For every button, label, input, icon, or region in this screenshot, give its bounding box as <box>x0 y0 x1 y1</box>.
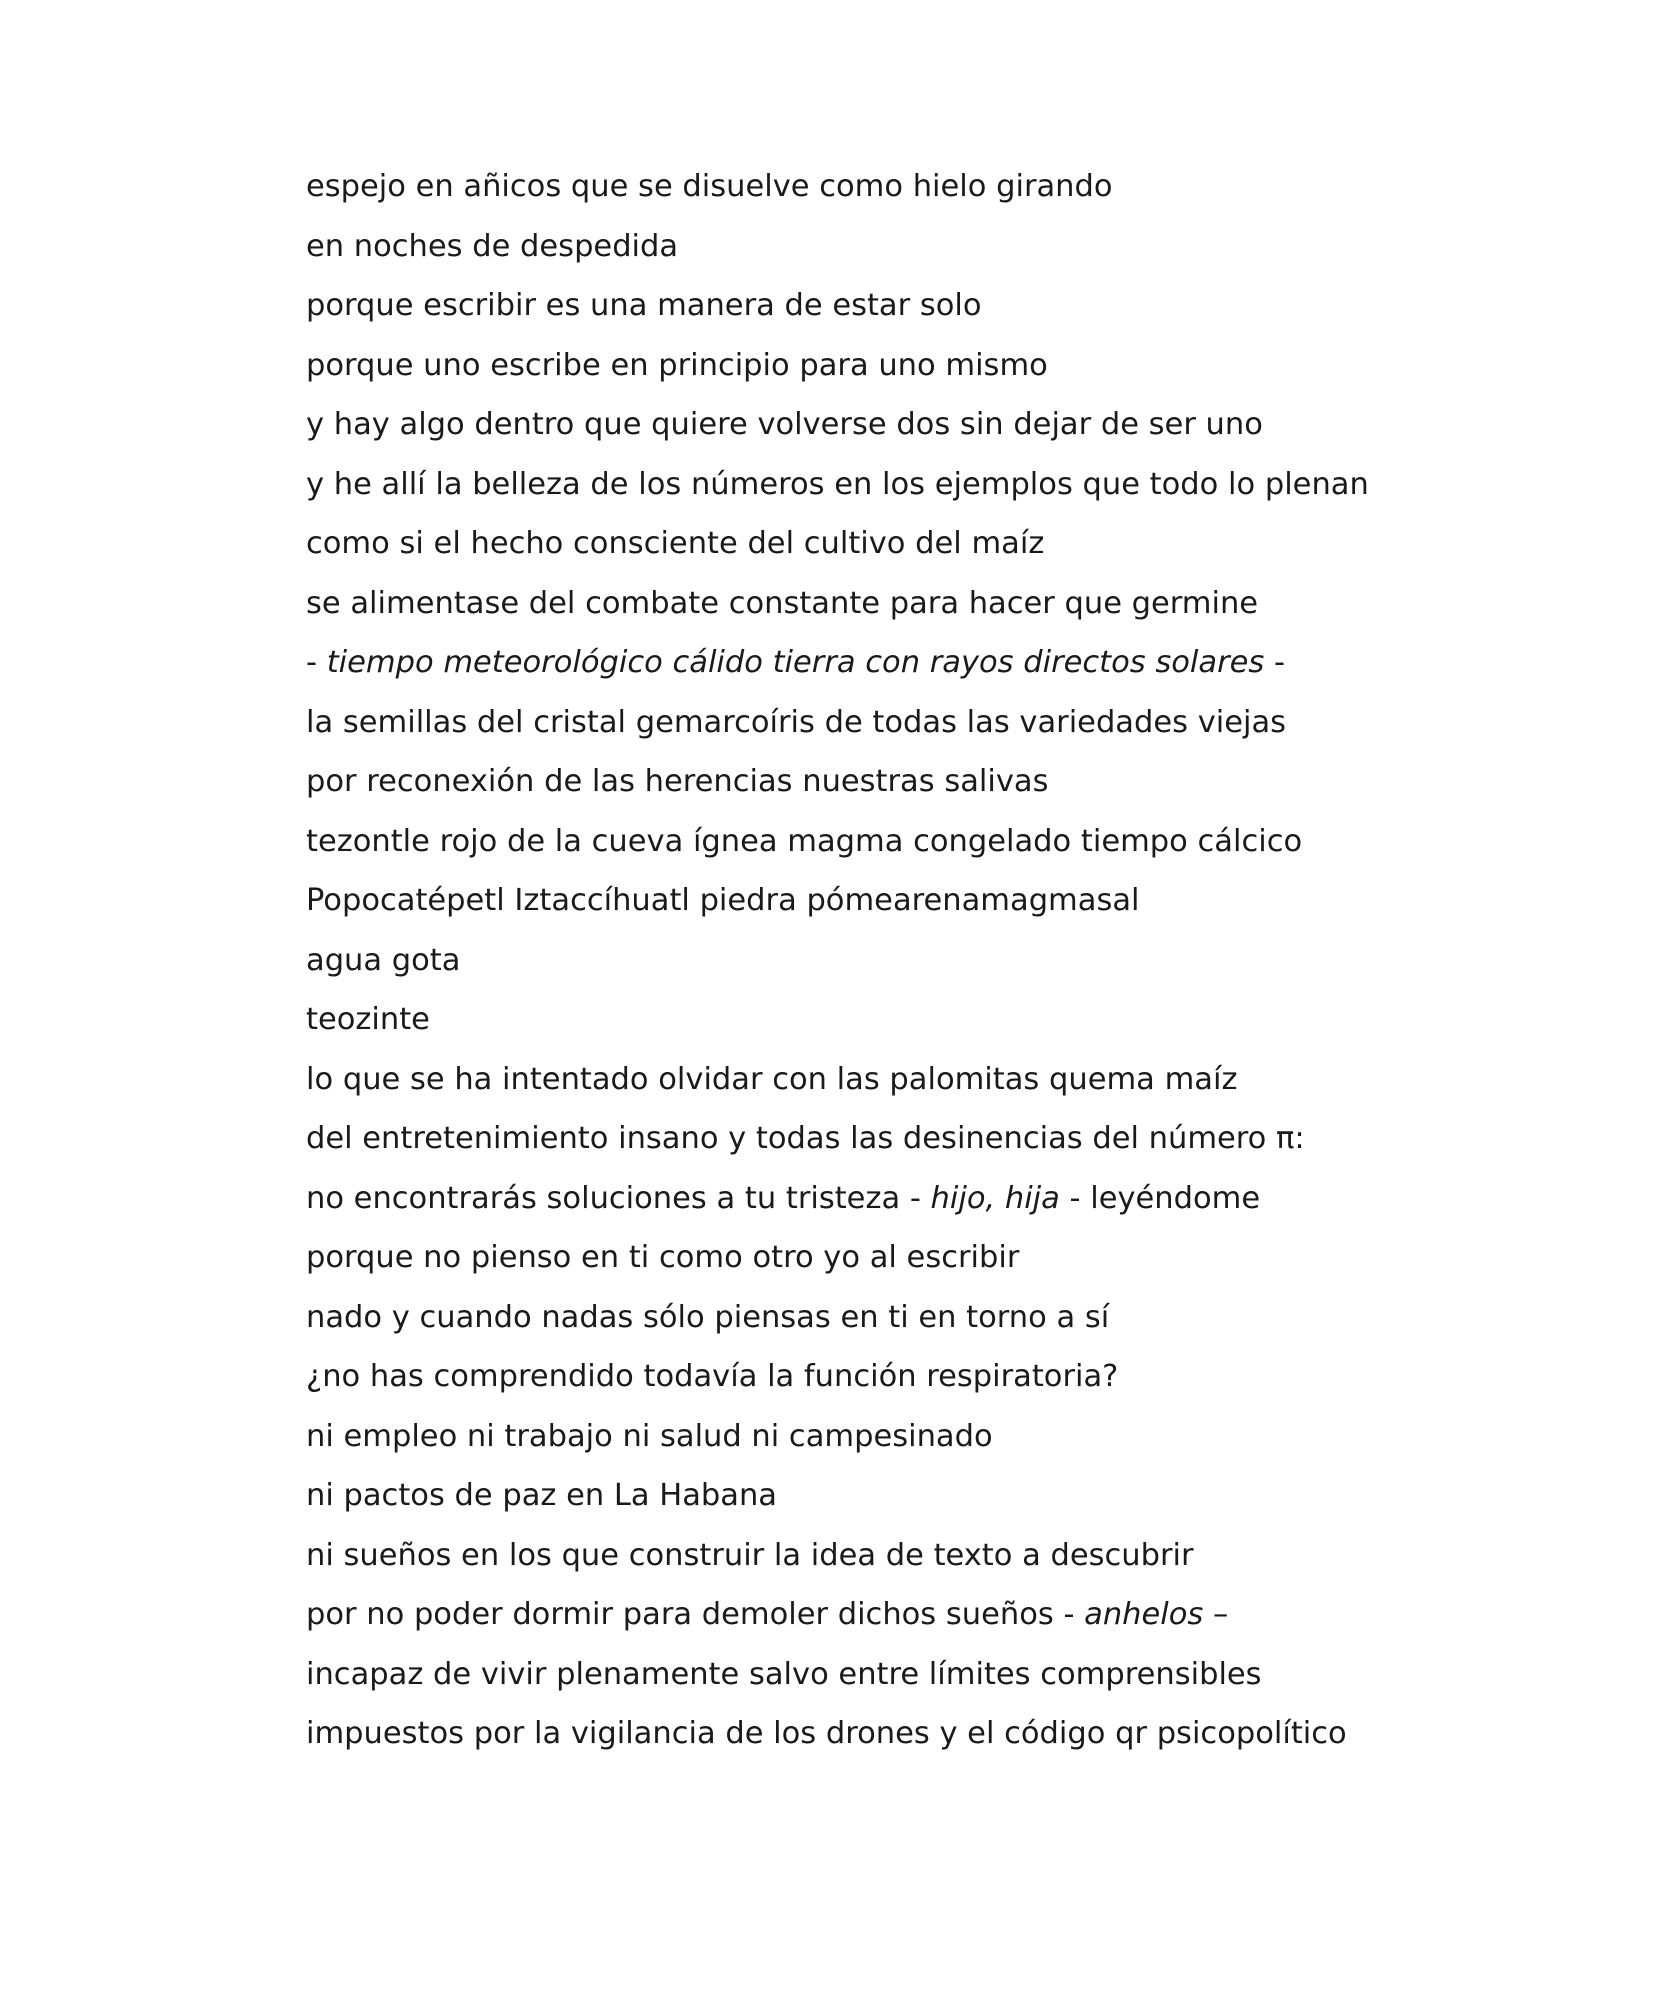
poem-line <box>306 157 1506 217</box>
poem-line <box>306 1109 1506 1169</box>
poem-line <box>306 1347 1506 1407</box>
poem-line <box>306 1466 1506 1526</box>
poem-line-text: - <box>1264 645 1285 680</box>
poem-line-text: se alimentase del combate constante para hacer que germine <box>306 585 1259 621</box>
poem-line-text: – <box>1203 1597 1229 1632</box>
poem-line-text: incapaz de vivir plenamente salvo entre límites comprensibles <box>306 1656 1262 1692</box>
poem-line-text: Popocatépetl Iztaccíhuatl piedra pómearenamagmasal <box>306 883 1140 918</box>
poem-line-text: ni empleo ni trabajo ni salud ni campesinado <box>306 1418 993 1454</box>
poem-line-text: ni pactos de paz en La Habana <box>306 1478 777 1513</box>
poem-line-text: la semillas del cristal gemarcoíris de todas las variedades viejas <box>306 704 1287 740</box>
poem-line <box>306 514 1506 574</box>
poem-line-text: del entretenimiento insano y todas las desinencias del número π: <box>306 1121 1305 1156</box>
poem-line <box>306 812 1506 872</box>
poem-line <box>306 217 1506 277</box>
poem-line-text: ¿no has comprendido todavía la función respiratoria? <box>306 1359 1119 1394</box>
poem-line <box>306 1050 1506 1110</box>
poem-line <box>306 1407 1506 1467</box>
poem-line-text: espejo en añicos que se disuelve como hielo girando <box>306 169 1113 204</box>
poem-line-text: teozinte <box>306 1002 430 1037</box>
poem-line <box>306 931 1506 991</box>
poem-line <box>306 633 1506 693</box>
poem-line <box>306 1526 1506 1586</box>
poem-line-text: como si el hecho consciente del cultivo del maíz <box>306 526 1045 561</box>
poem-line-text: tezontle rojo de la cueva ígnea magma congelado tiempo cálcico <box>306 823 1303 859</box>
poem-line <box>306 693 1506 753</box>
poem-line <box>306 1228 1506 1288</box>
poem-line <box>306 752 1506 812</box>
poem-line-text: por no poder dormir para demoler dichos sueños - <box>306 1597 1085 1632</box>
poem-line-text: porque no pienso en ti como otro yo al escribir <box>306 1240 1020 1275</box>
poem-line <box>306 1169 1506 1229</box>
poem-line-italic-text: hijo, hija <box>930 1180 1060 1216</box>
poem-line-italic-text: tiempo meteorológico cálido tierra con rayos directos solares <box>326 645 1265 680</box>
poem-line-text: porque escribir es una manera de estar solo <box>306 288 982 323</box>
poem-line-text: nado y cuando nadas sólo piensas en ti en torno a sí <box>306 1299 1110 1335</box>
poem-line <box>306 990 1506 1050</box>
poem-line-text: y hay algo dentro que quiere volverse dos sin dejar de ser uno <box>306 407 1263 442</box>
poem-line-italic-text: anhelos <box>1084 1597 1204 1632</box>
poem-line <box>306 1645 1506 1705</box>
poem-line <box>306 871 1506 931</box>
poem-line-text: en noches de despedida <box>306 228 679 264</box>
poem-line-text: ni sueños en los que construir la idea de texto a descubrir <box>306 1537 1194 1573</box>
poem-line <box>306 395 1506 455</box>
poem-line-text: - leyéndome <box>1059 1180 1261 1216</box>
poem-line <box>306 276 1506 336</box>
poem-line-text: - <box>306 645 327 680</box>
poem-line <box>306 1585 1506 1645</box>
poem-line-text: porque uno escribe en principio para uno mismo <box>306 347 1048 383</box>
poem-line-text: impuestos por la vigilancia de los drones y el código qr psicopolítico <box>306 1716 1347 1751</box>
poem-body <box>306 157 1506 1764</box>
poem-line-text: no encontrarás soluciones a tu tristeza - <box>306 1180 931 1216</box>
poem-line-text: y he allí la belleza de los números en los ejemplos que todo lo plenan <box>306 466 1369 502</box>
poem-line <box>306 1288 1506 1348</box>
poem-line-text: por reconexión de las herencias nuestras salivas <box>306 764 1049 799</box>
poem-line <box>306 336 1506 396</box>
poem-line-text: agua gota <box>306 942 461 978</box>
poem-line-text: lo que se ha intentado olvidar con las palomitas quema maíz <box>306 1061 1238 1097</box>
poem-line <box>306 455 1506 515</box>
poem-line <box>306 574 1506 634</box>
poem-line <box>306 1704 1506 1764</box>
